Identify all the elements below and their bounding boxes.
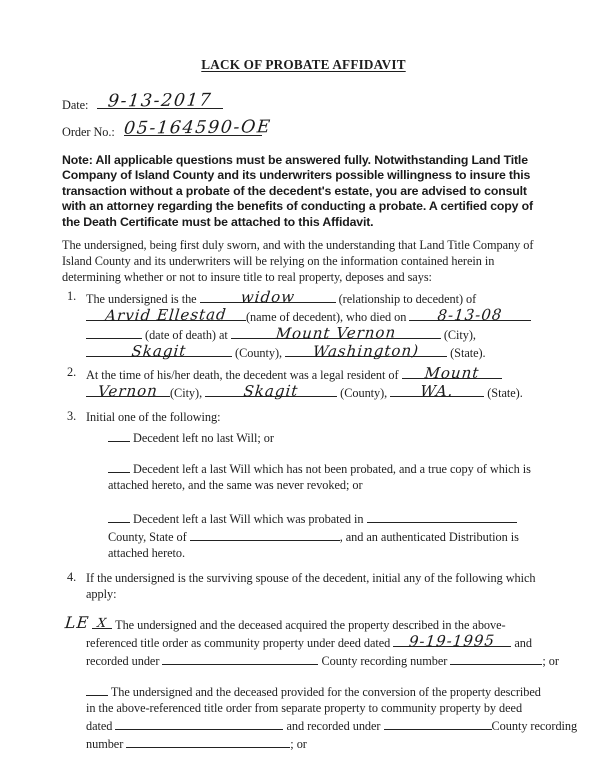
conversion-recorded-blank (384, 716, 492, 730)
x-mark-handwriting: X (96, 614, 108, 631)
date-row (62, 90, 545, 117)
initial-blank (92, 615, 112, 629)
death-city-blank (231, 323, 441, 343)
item-1 (62, 289, 545, 361)
death-state-blank (285, 341, 447, 361)
form-text: (City), (170, 386, 203, 401)
resident-city-blank-2 (86, 381, 170, 401)
initial-blank (108, 509, 130, 523)
conversion-number-blank (126, 734, 290, 748)
item-3-number: 3. (67, 409, 77, 424)
order-number-label: Order No.: (62, 125, 115, 139)
item-4 (62, 570, 578, 752)
form-text: Decedent left a last Will which has not been probated, and a true copy of which is (133, 462, 531, 477)
form-text: , and an authenticated Distribution is (339, 530, 519, 545)
form-text: (State). (487, 386, 523, 401)
form-text: (County), (235, 346, 283, 361)
item-1-line-4 (86, 343, 545, 361)
note-paragraph: Note: All applicable questions must be answered fully. Notwithstanding Land Title Company of Island County and its underwriters possible willingness to insure this transaction without a probate of the decedent's estate, you are advised to consult with an attorney regarding the benefits of conducting a probate. A certified copy of the Death Certificate must be attached to this Affidavit. (62, 153, 533, 229)
resident-city-blank-1 (402, 363, 502, 383)
form-text: The undersigned is the (86, 292, 197, 307)
death-date-blank (409, 305, 531, 325)
death-county-handwriting: Skagit (130, 341, 188, 361)
relationship-handwriting: widow (239, 287, 296, 307)
form-text: The undersigned and the deceased provided for the conversion of the property described (110, 685, 541, 700)
form-text: and (514, 636, 532, 651)
item-2 (62, 365, 545, 401)
recording-number-blank (450, 651, 542, 665)
date-handwriting: 9-13-2017 (107, 90, 214, 112)
form-text: attached hereto. (108, 546, 186, 561)
item-1-line-3 (86, 325, 545, 343)
recorded-under-blank (162, 651, 318, 665)
conversion-deed-date-blank (115, 716, 283, 730)
form-text: (relationship to decedent) of (338, 292, 477, 307)
form-text: (City), (443, 328, 476, 343)
probated-county-blank (367, 509, 517, 523)
order-number-handwriting: 05-164590-OE (122, 117, 273, 139)
form-text: recorded under (86, 654, 160, 669)
date-blank (97, 90, 223, 112)
order-number-row (62, 117, 545, 144)
form-text: The undersigned and the deceased acquired the property described in the above- (115, 618, 506, 633)
form-text: Decedent left a last Will which was probated in (133, 512, 364, 527)
probated-state-blank (190, 527, 340, 541)
decedent-name-blank (86, 305, 246, 325)
item-4-option-b (86, 682, 578, 752)
item-1-line-2 (86, 307, 545, 325)
empty-blank (86, 325, 142, 339)
form-text: Decedent left no last Will; or (133, 431, 274, 446)
initial-blank (108, 428, 130, 442)
initial-blank (108, 459, 130, 473)
form-text: County recording number (321, 654, 448, 669)
item-3-option-2 (108, 459, 545, 493)
item-4-option-a (64, 612, 559, 669)
resident-city-handwriting-2: Vernon (97, 381, 159, 401)
item-1-number: 1. (67, 289, 77, 304)
resident-state-blank (390, 381, 484, 401)
item-2-line-2 (86, 383, 545, 401)
death-county-blank (86, 341, 232, 361)
form-text: ; or (542, 654, 559, 669)
item-2-number: 2. (67, 365, 77, 380)
item-3-option-1 (108, 428, 545, 446)
form-text: At the time of his/her death, the decedent was a legal resident of (86, 368, 399, 383)
death-date-handwriting: 8-13-08 (437, 305, 504, 325)
form-text: dated (86, 719, 113, 734)
form-text: ; or (290, 737, 307, 752)
form-text: attached hereto, and the same was never revoked; or (108, 478, 363, 493)
item-3 (62, 409, 545, 561)
form-text: and recorded under (286, 719, 381, 734)
form-text: County, State of (108, 530, 187, 545)
form-text: (date of death) at (145, 328, 228, 343)
item-4-heading-line-2: apply: (86, 587, 117, 602)
form-text: referenced title order as community property under deed dated (86, 636, 391, 651)
order-number-blank (122, 117, 273, 139)
item-3-heading: Initial one of the following: (86, 410, 221, 425)
form-text: (name of decedent), who died on (246, 310, 407, 325)
item-1-line-1 (86, 289, 545, 307)
item-2-line-1 (86, 365, 545, 383)
initial-blank (86, 682, 108, 696)
deed-date-blank (393, 631, 511, 651)
form-text: (State). (450, 346, 486, 361)
deed-date-handwriting: 9-19-1995 (408, 631, 497, 651)
form-text: County recording (491, 719, 578, 734)
form-text: in the above-referenced title order from separate property to community property by deed (86, 701, 523, 716)
form-text: number (86, 737, 124, 752)
decedent-name-handwriting: Arvid Ellestad (104, 305, 228, 325)
intro-paragraph: The undersigned, being first duly sworn, and with the understanding that Land Title Company of Island County and its underwriters will be relying on the information contained herein in determining whether or not to insure title to real property, deposes and says: (62, 238, 534, 285)
resident-county-blank (205, 381, 337, 401)
item-4-number: 4. (67, 570, 77, 585)
death-city-handwriting: Mount Vernon (274, 323, 397, 343)
form-text: (County), (340, 386, 388, 401)
initials-handwriting: LE (64, 612, 91, 633)
resident-city-handwriting-1: Mount (423, 363, 480, 383)
date-label: Date: (62, 98, 89, 112)
death-state-handwriting: Washington) (312, 341, 421, 361)
relationship-blank (200, 287, 336, 307)
resident-county-handwriting: Skagit (242, 381, 300, 401)
item-4-heading-line-1: If the undersigned is the surviving spouse of the decedent, initial any of the following which (86, 571, 536, 586)
document-title: LACK OF PROBATE AFFIDAVIT (201, 57, 406, 72)
resident-state-handwriting: WA. (419, 381, 455, 401)
item-3-option-3 (108, 509, 545, 561)
